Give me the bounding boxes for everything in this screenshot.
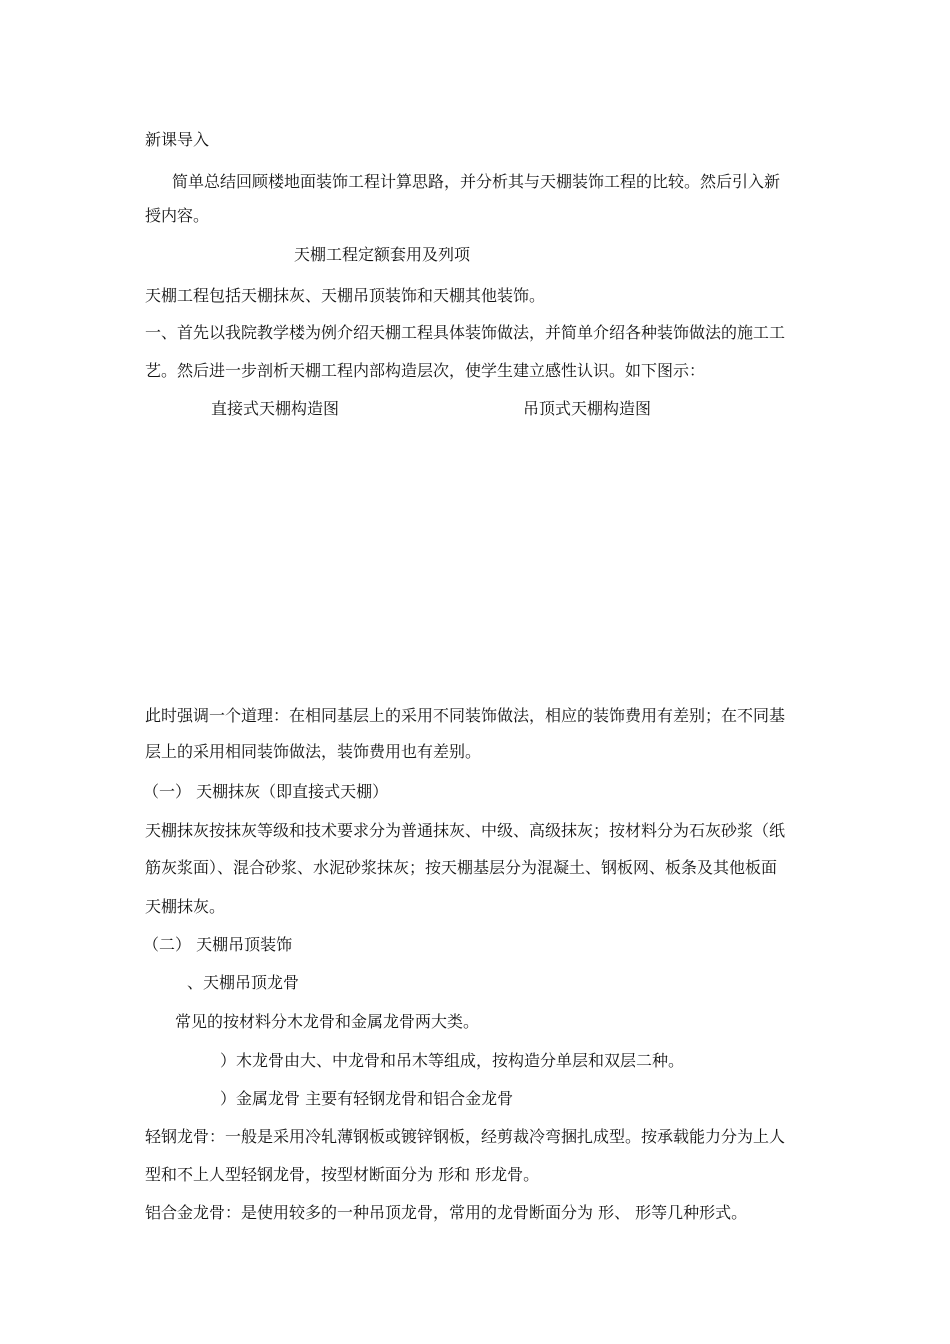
section-heading: 新课导入	[145, 130, 210, 149]
emphasis-line-2: 层上的采用相同装饰做法，装饰费用也有差别。	[145, 742, 482, 761]
subsection-two-heading: （二） 天棚吊顶装饰	[143, 935, 293, 954]
figure-caption-suspended: 吊顶式天棚构造图	[523, 399, 652, 418]
intro-line-1: 简单总结回顾楼地面装饰工程计算思路，并分析其与天棚装饰工程的比较。然后引入新	[172, 172, 781, 191]
page-title: 天棚工程定额套用及列项	[294, 245, 471, 264]
wood-keel-item: ）木龙骨由大、中龙骨和吊木等组成，按构造分单层和双层二种。	[220, 1051, 685, 1070]
light-steel-line-1: 轻钢龙骨：一般是采用冷轧薄钢板或镀锌钢板，经剪裁冷弯捆扎成型。按承载能力分为上人	[145, 1127, 786, 1146]
intro-line-2: 授内容。	[145, 206, 210, 225]
part-one-line-1: 一、首先以我院教学楼为例介绍天棚工程具体装饰做法，并简单介绍各种装饰做法的施工工	[145, 323, 786, 342]
keel-item-heading: 、天棚吊顶龙骨	[187, 973, 300, 992]
light-steel-line-2: 型和不上人型轻钢龙骨，按型材断面分为 形和 形龙骨。	[145, 1165, 540, 1184]
plastering-line-2: 筋灰浆面）、混合砂浆、水泥砂浆抹灰；按天棚基层分为混凝土、钢板网、板条及其他板面	[145, 858, 778, 877]
overview-paragraph: 天棚工程包括天棚抹灰、天棚吊顶装饰和天棚其他装饰。	[145, 286, 546, 305]
figure-caption-direct: 直接式天棚构造图	[211, 399, 340, 418]
emphasis-line-1: 此时强调一个道理：在相同基层上的采用不同装饰做法，相应的装饰费用有差别；在不同基	[145, 706, 786, 725]
part-one-line-2: 艺。然后进一步剖析天棚工程内部构造层次，使学生建立感性认识。如下图示：	[145, 361, 706, 380]
plastering-line-3: 天棚抹灰。	[145, 897, 226, 916]
metal-keel-item: ）金属龙骨 主要有轻钢龙骨和铝合金龙骨	[220, 1089, 514, 1108]
keel-categories: 常见的按材料分木龙骨和金属龙骨两大类。	[175, 1012, 480, 1031]
subsection-one-heading: （一） 天棚抹灰（即直接式天棚）	[143, 782, 389, 801]
plastering-line-1: 天棚抹灰按抹灰等级和技术要求分为普通抹灰、中级、高级抹灰；按材料分为石灰砂浆（纸	[145, 821, 786, 840]
aluminum-keel-paragraph: 铝合金龙骨：是使用较多的一种吊顶龙骨，常用的龙骨断面分为 形、 形等几种形式。	[145, 1203, 748, 1222]
